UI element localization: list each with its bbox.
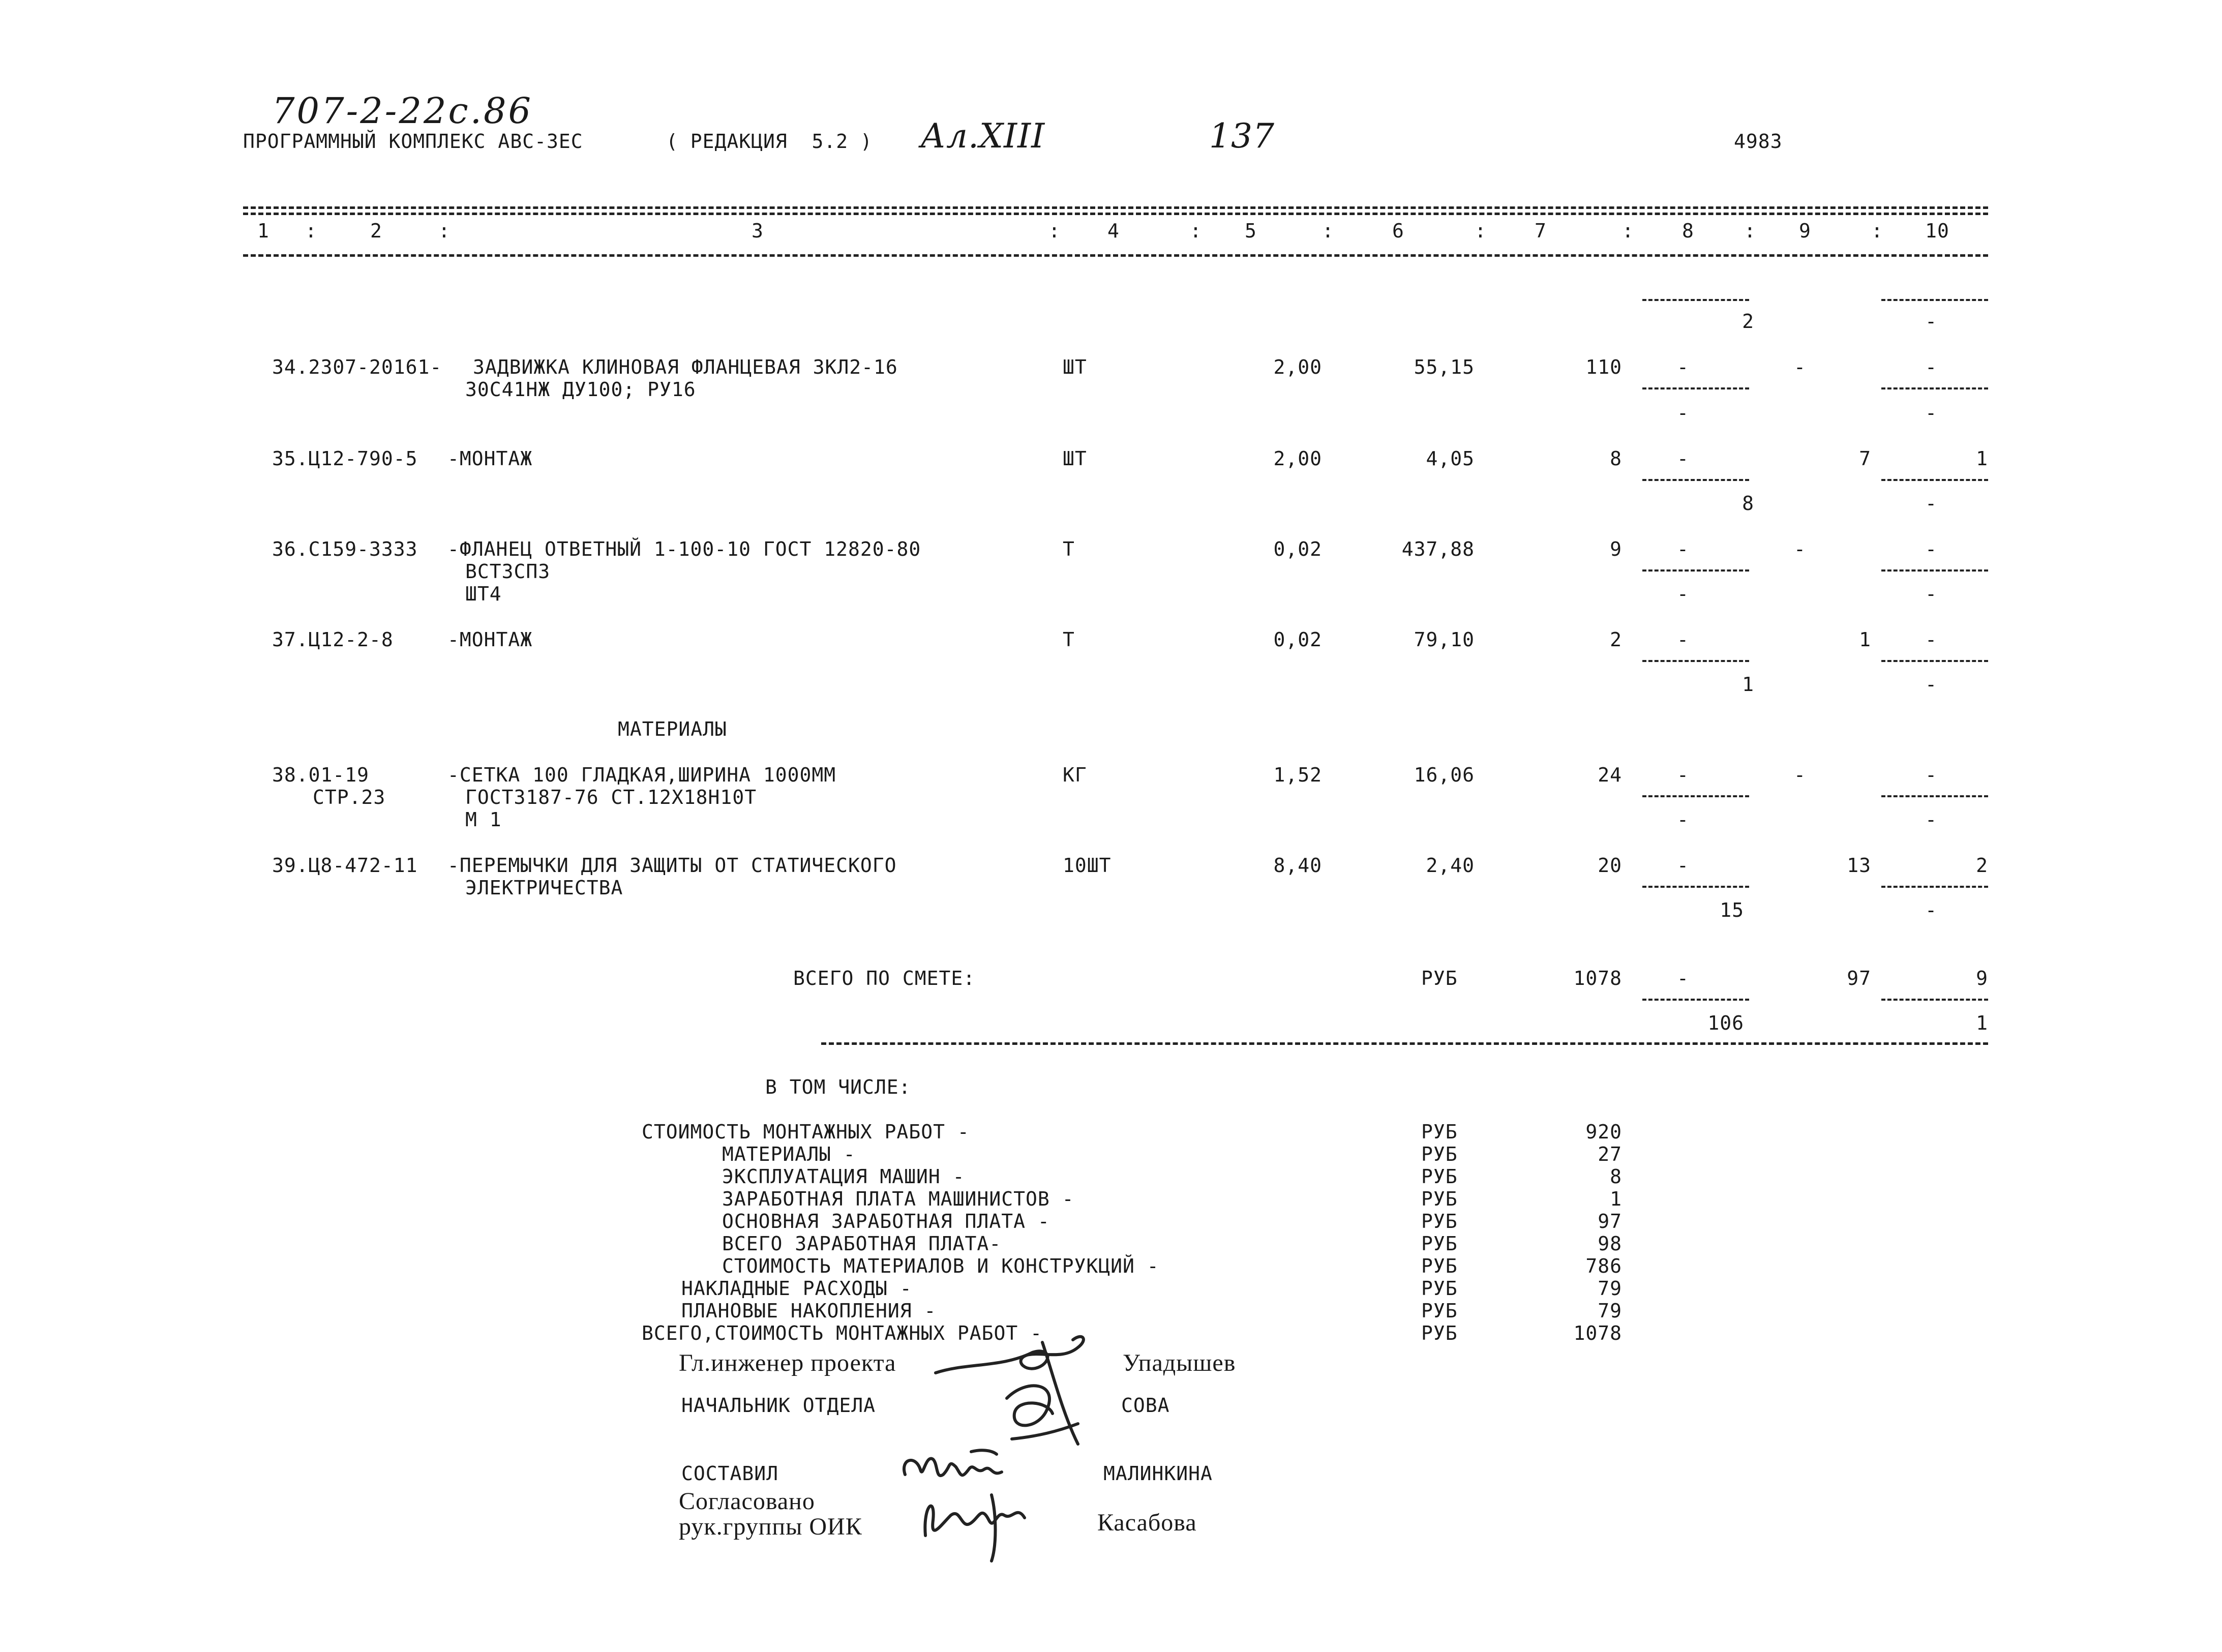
breakdown-unit: РУБ xyxy=(1421,1210,1458,1233)
col-separator: : xyxy=(1622,220,1634,242)
item-name-line: -ФЛАНЕЦ ОТВЕТНЫЙ 1-100-10 ГОСТ 12820-80 xyxy=(447,538,921,560)
breakdown-unit: РУБ xyxy=(1421,1143,1458,1165)
col-separator: : xyxy=(1871,220,1883,242)
breakdown-value: 27 xyxy=(1598,1143,1622,1165)
item-code: 39.Ц8-472-11 xyxy=(272,854,418,877)
col-header-3: 3 xyxy=(752,220,764,242)
handwritten-page-number: 137 xyxy=(1209,116,1275,156)
department-head-label: НАЧАЛЬНИК ОТДЕЛА xyxy=(681,1394,876,1417)
breakdown-value: 98 xyxy=(1598,1233,1622,1255)
item-col10-bottom: - xyxy=(1925,402,1937,424)
item-name-line: М 1 xyxy=(465,808,502,831)
col-separator: : xyxy=(1190,220,1202,242)
item-unit: Т xyxy=(1063,538,1075,560)
breakdown-value: 8 xyxy=(1610,1165,1622,1188)
breakdown-label: СТОИМОСТЬ МАТЕРИАЛОВ И КОНСТРУКЦИЙ - xyxy=(722,1255,1159,1277)
fraction-line xyxy=(1881,999,1988,1001)
fraction-line xyxy=(1881,387,1988,389)
item-unit-price: 55,15 xyxy=(1414,356,1475,378)
handwritten-doc-code: 707-2-22с.86 xyxy=(272,90,533,132)
item-code: 35.Ц12-790-5 xyxy=(272,447,418,470)
col-header-4: 4 xyxy=(1107,220,1120,242)
header-top-rule xyxy=(243,206,1988,209)
breakdown-label: ЗАРАБОТНАЯ ПЛАТА МАШИНИСТОВ - xyxy=(722,1188,1074,1210)
item-total: 24 xyxy=(1598,764,1622,786)
grand-total-unit: РУБ xyxy=(1421,967,1458,989)
carry-over-col8: 2 xyxy=(1742,310,1754,333)
item-quantity: 0,02 xyxy=(1273,628,1322,651)
fraction-line xyxy=(1642,999,1749,1001)
item-col8-bottom: 15 xyxy=(1720,899,1744,921)
col-header-7: 7 xyxy=(1535,220,1547,242)
item-unit-price: 437,88 xyxy=(1401,538,1475,560)
item-col8-top: - xyxy=(1677,854,1689,877)
fraction-line xyxy=(1642,886,1749,888)
item-total: 9 xyxy=(1610,538,1622,560)
item-col10-top: 2 xyxy=(1976,854,1988,877)
item-col8-bottom: - xyxy=(1677,808,1689,831)
breakdown-value: 920 xyxy=(1585,1121,1622,1143)
item-col10-top: - xyxy=(1925,356,1937,378)
breakdown-value: 97 xyxy=(1598,1210,1622,1233)
breakdown-label: ВСЕГО,СТОИМОСТЬ МОНТАЖНЫХ РАБОТ - xyxy=(642,1322,1042,1344)
compiled-by-label: СОСТАВИЛ xyxy=(681,1462,779,1485)
grand-total-col10-top: 9 xyxy=(1976,967,1988,989)
item-col10-bottom: - xyxy=(1925,673,1937,696)
item-total: 2 xyxy=(1610,628,1622,651)
item-unit: Т xyxy=(1063,628,1075,651)
compiled-by-name: МАЛИНКИНА xyxy=(1103,1462,1213,1485)
chief-engineer-label: Гл.инженер проекта xyxy=(679,1349,896,1376)
item-col8-bottom: 1 xyxy=(1742,673,1754,696)
breakdown-value: 1 xyxy=(1610,1188,1622,1210)
item-col8-top: - xyxy=(1677,764,1689,786)
item-total: 110 xyxy=(1585,356,1622,378)
item-col8-bottom: 8 xyxy=(1742,492,1754,515)
header-top-rule-2 xyxy=(243,213,1988,215)
handwritten-sheet-note: Ал.XIII xyxy=(920,116,1045,156)
col-separator: : xyxy=(1322,220,1334,242)
fraction-line xyxy=(1642,569,1749,572)
item-quantity: 2,00 xyxy=(1273,447,1322,470)
item-quantity: 0,02 xyxy=(1273,538,1322,560)
col-header-6: 6 xyxy=(1392,220,1404,242)
breakdown-unit: РУБ xyxy=(1421,1165,1458,1188)
item-col8-top: - xyxy=(1677,447,1689,470)
item-unit-price: 4,05 xyxy=(1426,447,1475,470)
col-header-1: 1 xyxy=(257,220,269,242)
item-unit-price: 79,10 xyxy=(1414,628,1475,651)
item-col10-bottom: - xyxy=(1925,808,1937,831)
item-total: 20 xyxy=(1598,854,1622,877)
item-name-line: ЭЛЕКТРИЧЕСТВА xyxy=(465,877,623,899)
fraction-line xyxy=(1881,795,1988,797)
breakdown-label: ПЛАНОВЫЕ НАКОПЛЕНИЯ - xyxy=(681,1300,937,1322)
fraction-line xyxy=(1642,660,1749,662)
item-unit: 10ШТ xyxy=(1063,854,1112,877)
breakdown-label: СТОИМОСТЬ МОНТАЖНЫХ РАБОТ - xyxy=(642,1121,970,1143)
item-name-line: -СЕТКА 100 ГЛАДКАЯ,ШИРИНА 1000ММ xyxy=(447,764,836,786)
item-name-line: -МОНТАЖ xyxy=(447,447,533,470)
col-separator: : xyxy=(438,220,451,242)
item-unit: ШТ xyxy=(1063,447,1087,470)
grand-total-label: ВСЕГО ПО СМЕТЕ: xyxy=(793,967,976,989)
group-head-name: Касабова xyxy=(1097,1509,1197,1536)
item-quantity: 1,52 xyxy=(1273,764,1322,786)
breakdown-unit: РУБ xyxy=(1421,1300,1458,1322)
fraction-line xyxy=(1642,387,1749,389)
item-name-line: -ПЕРЕМЫЧКИ ДЛЯ ЗАЩИТЫ ОТ СТАТИЧЕСКОГО xyxy=(447,854,897,877)
breakdown-value: 1078 xyxy=(1573,1322,1622,1344)
item-name-line: ЗАДВИЖКА КЛИНОВАЯ ФЛАНЦЕВАЯ ЗКЛ2-16 xyxy=(473,356,898,378)
item-col8-top: - xyxy=(1677,628,1689,651)
item-col8-bottom: - xyxy=(1677,402,1689,424)
item-col9: - xyxy=(1794,764,1806,786)
col-header-2: 2 xyxy=(370,220,382,242)
item-code: 34.2307-20161- xyxy=(272,356,442,378)
breakdown-value: 786 xyxy=(1585,1255,1622,1277)
breakdown-unit: РУБ xyxy=(1421,1233,1458,1255)
fraction-line xyxy=(1642,299,1749,301)
program-title: ПРОГРАММНЫЙ КОМПЛЕКС АВС-3ЕС xyxy=(243,130,583,153)
breakdown-label: ОСНОВНАЯ ЗАРАБОТНАЯ ПЛАТА - xyxy=(722,1210,1050,1233)
item-unit-price: 16,06 xyxy=(1414,764,1475,786)
grand-total-rule xyxy=(821,1042,1988,1045)
col-separator: : xyxy=(1744,220,1756,242)
col-header-10: 10 xyxy=(1925,220,1949,242)
breakdown-label: МАТЕРИАЛЫ - xyxy=(722,1143,856,1165)
item-col10-top: - xyxy=(1925,764,1937,786)
fraction-line xyxy=(1642,795,1749,797)
item-unit: КГ xyxy=(1063,764,1087,786)
item-col9: - xyxy=(1794,356,1806,378)
item-code-page: СТР.23 xyxy=(313,786,386,808)
item-col8-top: - xyxy=(1677,538,1689,560)
item-col10-bottom: - xyxy=(1925,492,1937,515)
col-header-5: 5 xyxy=(1245,220,1257,242)
signature-group-head xyxy=(915,1475,1047,1566)
breakdown-unit: РУБ xyxy=(1421,1277,1458,1300)
grand-total-value: 1078 xyxy=(1573,967,1622,989)
fraction-line xyxy=(1881,299,1988,301)
grand-total-col8-bottom: 106 xyxy=(1707,1012,1744,1034)
breakdown-unit: РУБ xyxy=(1421,1188,1458,1210)
chief-engineer-name: Упадышев xyxy=(1123,1349,1236,1376)
breakdown-value: 79 xyxy=(1598,1300,1622,1322)
breakdown-label: НАКЛАДНЫЕ РАСХОДЫ - xyxy=(681,1277,912,1300)
item-quantity: 2,00 xyxy=(1273,356,1322,378)
item-col8-bottom: - xyxy=(1677,583,1689,605)
item-col8-top: - xyxy=(1677,356,1689,378)
item-name-line: ШТ4 xyxy=(465,583,502,605)
group-head-label: рук.группы ОИК xyxy=(679,1513,862,1540)
fraction-line xyxy=(1881,886,1988,888)
materials-heading: МАТЕРИАЛЫ xyxy=(618,718,727,740)
breakdown-value: 79 xyxy=(1598,1277,1622,1300)
department-head-name: СОВА xyxy=(1121,1394,1170,1417)
fraction-line xyxy=(1881,660,1988,662)
item-name-line: ГОСТ3187-76 СТ.12Х18Н10Т xyxy=(465,786,757,808)
item-name-line: ВСТ3СП3 xyxy=(465,560,551,583)
col-header-9: 9 xyxy=(1799,220,1811,242)
breakdown-heading: В ТОМ ЧИСЛЕ: xyxy=(765,1076,911,1098)
breakdown-label: ЭКСПЛУАТАЦИЯ МАШИН - xyxy=(722,1165,965,1188)
breakdown-label: ВСЕГО ЗАРАБОТНАЯ ПЛАТА- xyxy=(722,1233,1002,1255)
breakdown-unit: РУБ xyxy=(1421,1121,1458,1143)
col-separator: : xyxy=(1048,220,1061,242)
breakdown-unit: РУБ xyxy=(1421,1255,1458,1277)
grand-total-col8-top: - xyxy=(1677,967,1689,989)
item-col10-top: - xyxy=(1925,538,1937,560)
carry-over-col10: - xyxy=(1925,310,1937,333)
breakdown-unit: РУБ xyxy=(1421,1322,1458,1344)
agreed-label: Согласовано xyxy=(679,1488,815,1515)
fraction-line xyxy=(1881,479,1988,481)
item-col9: 7 xyxy=(1859,447,1871,470)
col-header-8: 8 xyxy=(1682,220,1694,242)
item-col9: 1 xyxy=(1859,628,1871,651)
fraction-line xyxy=(1881,569,1988,572)
item-name-line: 30С41НЖ ДУ100; РУ16 xyxy=(465,378,696,401)
item-col9: - xyxy=(1794,538,1806,560)
item-quantity: 8,40 xyxy=(1273,854,1322,877)
item-col10-top: - xyxy=(1925,628,1937,651)
item-code: 37.Ц12-2-8 xyxy=(272,628,394,651)
edition-label: ( РЕДАКЦИЯ 5.2 ) xyxy=(666,130,873,153)
header-bottom-rule xyxy=(243,254,1988,257)
grand-total-col9: 97 xyxy=(1847,967,1871,989)
item-col10-bottom: - xyxy=(1925,583,1937,605)
item-col10-top: 1 xyxy=(1976,447,1988,470)
document-number: 4983 xyxy=(1734,130,1783,153)
item-unit: ШТ xyxy=(1063,356,1087,378)
item-code: 38.01-19 xyxy=(272,764,370,786)
col-separator: : xyxy=(305,220,317,242)
item-col9: 13 xyxy=(1847,854,1871,877)
col-separator: : xyxy=(1475,220,1487,242)
grand-total-col10-bottom: 1 xyxy=(1976,1012,1988,1034)
item-total: 8 xyxy=(1610,447,1622,470)
item-unit-price: 2,40 xyxy=(1426,854,1475,877)
fraction-line xyxy=(1642,479,1749,481)
item-col10-bottom: - xyxy=(1925,899,1937,921)
item-name-line: -МОНТАЖ xyxy=(447,628,533,651)
item-code: 36.С159-3333 xyxy=(272,538,418,560)
